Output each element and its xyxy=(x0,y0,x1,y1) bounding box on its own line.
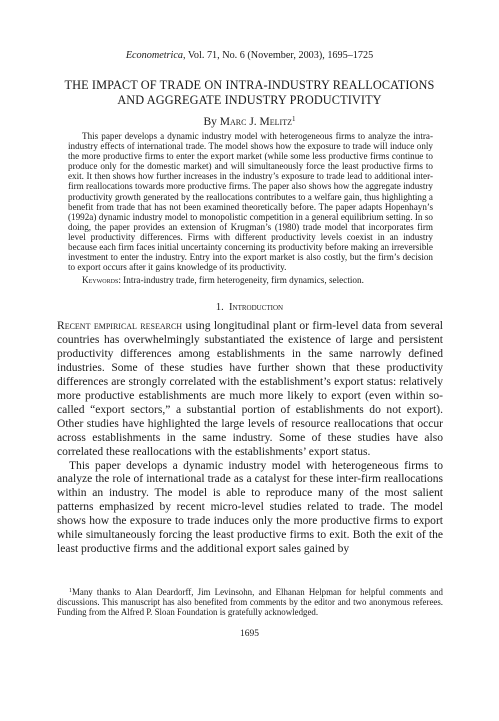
keywords xyxy=(68,275,433,285)
paper-title xyxy=(40,78,459,107)
footnote xyxy=(57,586,443,618)
title-line-2: AND AGGREGATE INDUSTRY PRODUCTIVITY xyxy=(117,92,382,107)
author-prefix: By xyxy=(203,116,217,128)
journal-name: Econometrica xyxy=(125,50,183,61)
abstract: This paper develops a dynamic industry model with heterogeneous firms to analyze the intra-industry effects of international trade. The model shows how the exposure to trade will induce only the more productive firms to enter the export market (while some less productive firms continue to produce only for the domestic market) and will simultaneously force the least productive firms to exit. It then shows how further increases in the industry’s exposure to trade lead to additional inter-firm reallocations towards more productive firms. The paper also shows how the aggregate industry productivity growth generated by the reallocations contributes to a welfare gain, thus highlighting a benefit from trade that has not been examined theoretically before. The paper adapts Hopenhayn’s (1992a) dynamic industry model to monopolistic competition in a general equilibrium setting. In so doing, the paper provides an extension of Krugman’s (1980) trade model that incorporates firm level productivity differences. Firms with different productivity levels coexist in an industry because each firm faces initial uncertainty concerning its productivity before making an irreversible investment to enter the industry. Entry into the export market is also costly, but the firm’s decision to export occurs after it gains knowledge of its productivity. xyxy=(68,131,433,273)
footnote-mark: 1 xyxy=(69,588,72,594)
keywords-label: Keywords xyxy=(82,275,119,285)
keywords-text: : Intra-industry trade, firm heterogeneity, firm dynamics, selection. xyxy=(118,275,364,285)
title-line-1: THE IMPACT OF TRADE ON INTRA-INDUSTRY REALLOCATIONS xyxy=(64,78,435,92)
author-line xyxy=(0,115,499,128)
body-paragraph-2: This paper develops a dynamic industry model with heterogeneous firms to analyze the role of international trade as a catalyst for these inter-firm reallocations within an industry. The model is able to reproduce many of the most salient patterns emphasized by recent micro-level studies related to trade. The model shows how the exposure to trade induces only the more productive firms to export while simultaneously forcing the least productive firms to exit. Both the exit of the least productive firms and the additional export sales gained by xyxy=(57,459,443,556)
journal-details: , Vol. 71, No. 6 (November, 2003), 1695–1725 xyxy=(182,50,374,61)
body-paragraph-1 xyxy=(57,320,443,460)
author-footnote-mark: 1 xyxy=(292,115,296,123)
section-title: Introduction xyxy=(229,302,284,313)
page-number: 1695 xyxy=(240,629,259,639)
author-name: Marc J. Melitz xyxy=(219,116,292,128)
lead-in: Recent empirical research xyxy=(57,320,183,332)
paragraph-1-text: using longitudinal plant or firm-level data from several countries has overwhelmingly substantiated the existence of large and persistent productivity differences among establishments in the same narrowly defined industries. Some of these studies have further shown that these productivity differences are strongly correlated with the establishment’s export status: relatively more productive establishments are much more likely to export (even within so-called “export sectors,” a substantial portion of establishments do not export). Other studies have highlighted the large levels of resource reallocations that occur across establishments in the same industry. Some of these studies have also correlated these reallocations with the establishments’ export status. xyxy=(57,320,443,458)
section-heading xyxy=(0,302,499,313)
section-number: 1. xyxy=(215,302,224,313)
footnote-text: Many thanks to Alan Deardorff, Jim Levinsohn, and Elhanan Helpman for helpful comments and discussions. This manuscript has also benefited from comments by the editor and two anonymous referees. Funding from the Alfred P. Sloan Foundation is gratefully acknowledged. xyxy=(57,587,443,618)
journal-header xyxy=(0,50,499,61)
body-text xyxy=(57,320,443,557)
